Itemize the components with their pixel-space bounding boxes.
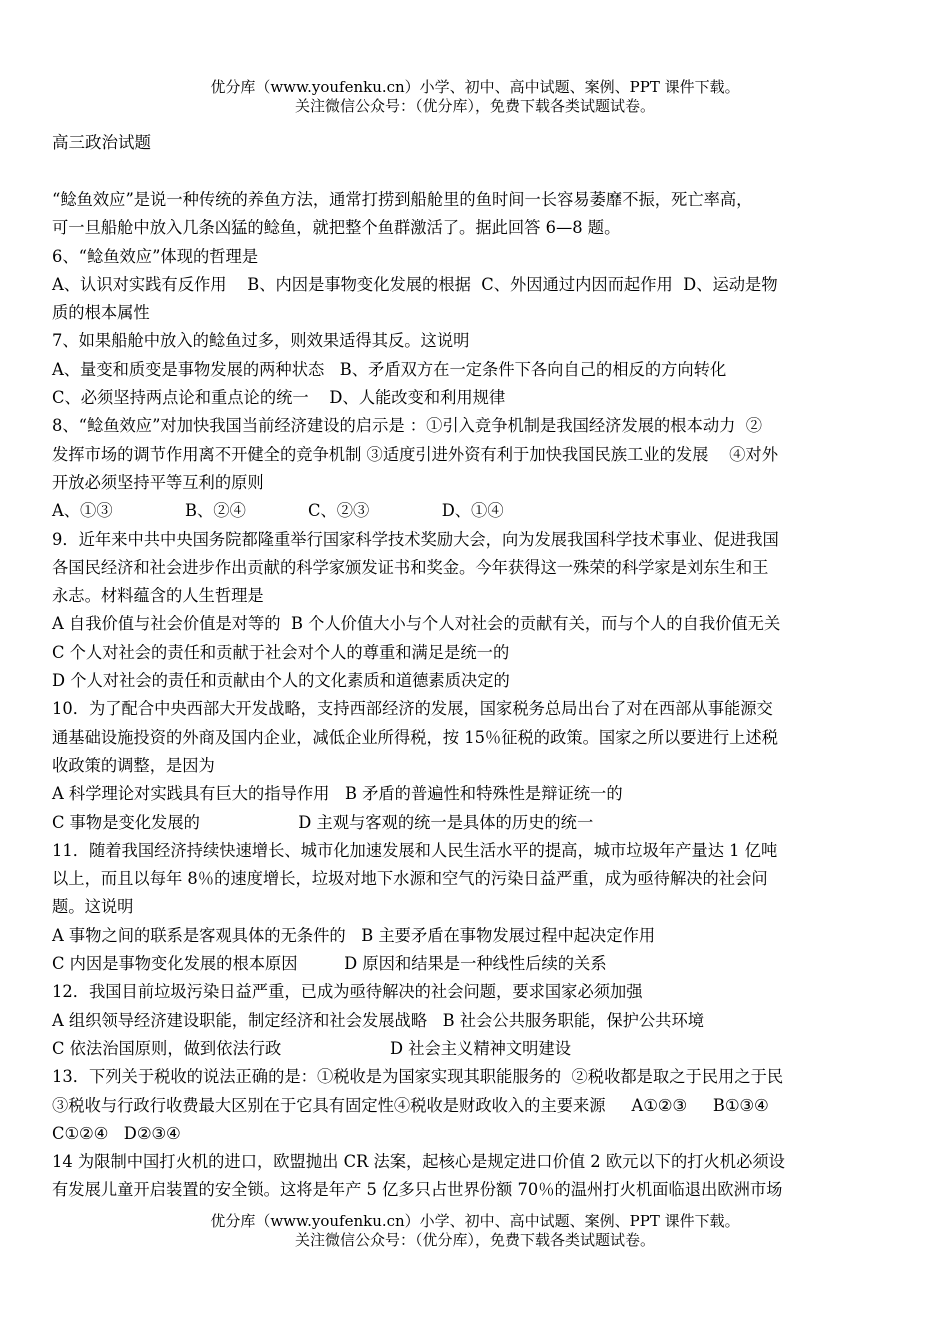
text-line: 14 为限制中国打火机的进口，欧盟抛出 CR 法案，起核心是规定进口价值 2 欧元以下的打火机必须设 [52,1152,785,1172]
text-line: 可一旦船舱中放入几条凶猛的鲶鱼，就把整个鱼群激活了。据此回答 6—8 题。 [52,218,621,238]
header-line-1: 优分库（www.youfenku.cn）小学、初中、高中试题、案例、PPT 课件下载。 [210,78,740,96]
text-line: 7、如果船舱中放入的鲶鱼过多，则效果适得其反。这说明 [52,331,470,351]
text-line: C 依法治国原则，做到依法行政 D 社会主义精神文明建设 [52,1038,572,1058]
text-line: 8、“鲶鱼效应”对加快我国当前经济建设的启示是 ：①引入竞争机制是我国经济发展的根本动力 ② [52,416,763,436]
text-line: 以上，而且以每年 8％的速度增长，垃圾对地下水源和空气的污染日益严重，成为亟待解决的社会问 [52,869,768,889]
text-line: “鲶鱼效应”是说一种传统的养鱼方法，通常打捞到船舱里的鱼时间一长容易萎靡不振，死亡率高， [52,190,753,209]
text-line: A、认识对实践有反作用 B、内因是事物变化发展的根据 C、外因通过内因而起作用 D、运动是物 [52,274,778,294]
text-line: C 个人对社会的责任和贡献于社会对个人的尊重和满足是统一的 [52,642,510,662]
text-line: ③税收与行政行收费最大区别在于它具有固定性④税收是财政收入的主要来源 A①②③ B①③④ [52,1095,769,1115]
text-line: 开放必须坚持平等互利的原则 [52,472,264,492]
footer-line-1: 优分库（www.youfenku.cn）小学、初中、高中试题、案例、PPT 课件下载。 [210,1212,740,1230]
text-line: C 内因是事物变化发展的根本原因 D 原因和结果是一种线性后续的关系 [52,954,607,974]
text-line: 9．近年来中共中央国务院都隆重举行国家科学技术奖励大会，向为发展我国科学技术事业、促进我国 [52,529,779,549]
text-line: 10．为了配合中央西部大开发战略，支持西部经济的发展，国家税务总局出台了对在西部从事能源交 [52,699,773,719]
text-line: 有发展儿童开启装置的安全锁。这将是年产 5 亿多只占世界份额 70％的温州打火机面临退出欧洲市场 [52,1180,783,1200]
text-line: 质的根本属性 [52,303,150,323]
text-line: 6、“鲶鱼效应”体现的哲理是 [52,246,259,266]
text-line: C、必须坚持两点论和重点论的统一 D、人能改变和利用规律 [52,388,506,408]
text-line: C①②④ D②③④ [52,1123,181,1143]
text-line: A、①③ B、②④ C、②③ D、①④ [52,501,504,521]
text-line: 永志。材料蕴含的人生哲理是 [52,586,264,606]
text-line: C 事物是变化发展的 D 主观与客观的统一是具体的历史的统一 [52,812,594,832]
text-line: A 科学理论对实践具有巨大的指导作用 B 矛盾的普遍性和特殊性是辩证统一的 [52,784,623,804]
text-line: 各国民经济和社会进步作出贡献的科学家颁发证书和奖金。今年获得这一殊荣的科学家是刘东生和王 [52,557,769,577]
text-line: 收政策的调整，是因为 [52,755,215,775]
text-line: A 自我价值与社会价值是对等的 B 个人价值大小与个人对社会的贡献有关，而与个人的自我价值无关 [52,614,781,634]
footer-line-2: 关注微信公众号：（优分库），免费下载各类试题试卷。 [294,1231,655,1249]
text-line: D 个人对社会的责任和贡献由个人的文化素质和道德素质决定的 [52,671,510,691]
header-line-2: 关注微信公众号：（优分库），免费下载各类试题试卷。 [294,97,655,115]
page-footer [0,1212,950,1250]
text-line: A、量变和质变是事物发展的两种状态 B、矛盾双方在一定条件下各向自己的相反的方向转化 [52,359,727,379]
text-line: 11．随着我国经济持续快速增长、城市化加速发展和人民生活水平的提高，城市垃圾年产量达 1 亿吨 [52,840,778,860]
text-line: 发挥市场的调节作用离不开健全的竞争机制 ③适度引进外资有利于加快我国民族工业的发展 ④对外 [52,444,778,464]
text-line: 题。这说明 [52,897,134,917]
text-line: A 组织领导经济建设职能，制定经济和社会发展战略 B 社会公共服务职能，保护公共环境 [52,1010,705,1030]
text-line: 13．下列关于税收的说法正确的是：①税收是为国家实现其职能服务的 ②税收都是取之于民用之于民 [52,1067,784,1087]
document-body [52,186,904,1205]
page-header [0,78,950,116]
text-line: 12．我国目前垃圾污染日益严重，已成为亟待解决的社会问题，要求国家必须加强 [52,982,643,1002]
exam-title: 高三政治试题 [52,133,151,152]
text-line: A 事物之间的联系是客观具体的无条件的 B 主要矛盾在事物发展过程中起决定作用 [52,925,656,945]
text-line: 通基础设施投资的外商及国内企业，减低企业所得税，按 15％征税的政策。国家之所以要进行上述税 [52,727,778,747]
